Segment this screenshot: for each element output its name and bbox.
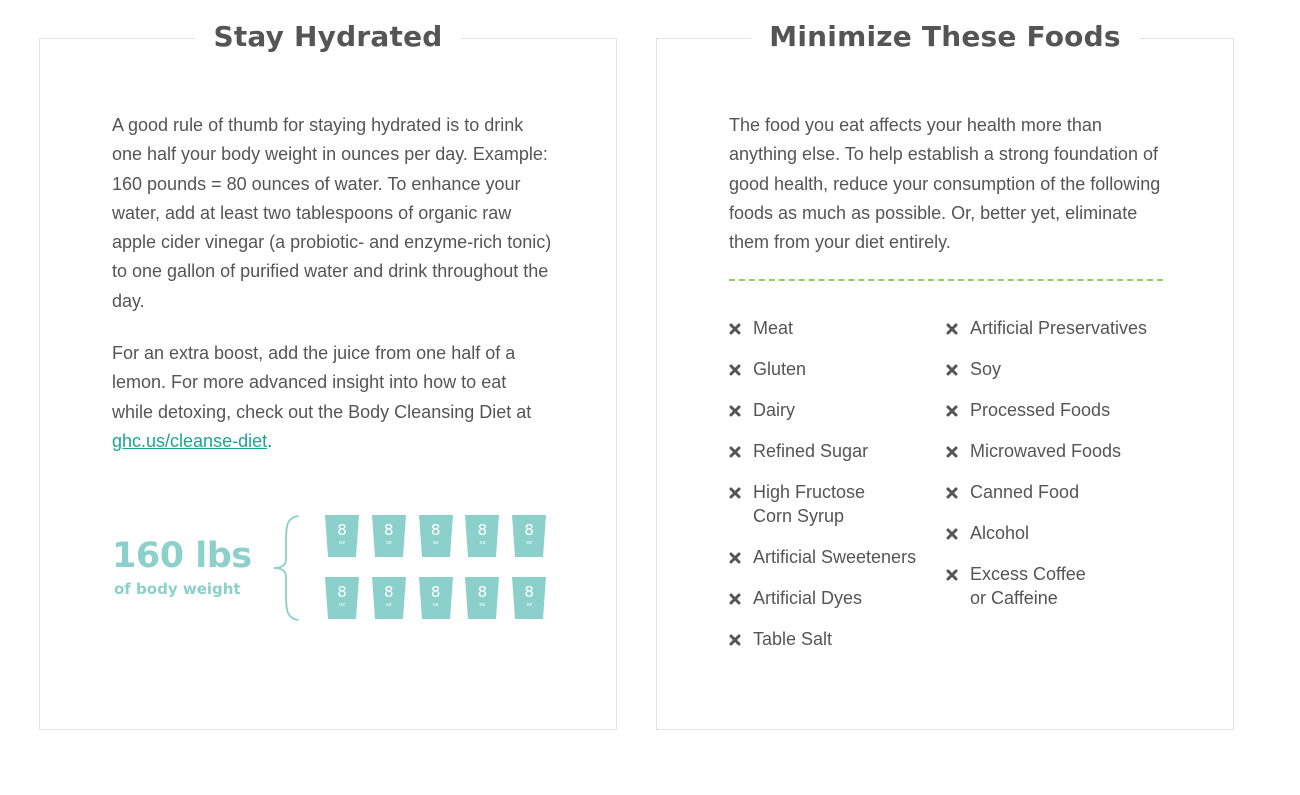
glass-ounces-unit: oz — [432, 602, 439, 608]
glass-ounces-unit: oz — [339, 602, 345, 608]
x-icon — [946, 446, 958, 458]
food-list-item — [729, 439, 939, 463]
glass-ounces-unit: oz — [526, 602, 533, 608]
water-glass-icon — [512, 515, 546, 557]
food-name: Canned Food — [970, 482, 1080, 502]
water-glass-icon — [465, 577, 499, 619]
food-list-item — [729, 627, 939, 651]
water-glass-icon — [512, 577, 546, 619]
x-icon — [729, 405, 741, 417]
food-list-item — [946, 316, 1176, 340]
x-icon — [946, 405, 958, 417]
food-name: Artificial Preservatives — [970, 318, 1148, 338]
food-list-item — [729, 316, 939, 340]
glass-ounces-number: 8 — [384, 583, 394, 601]
food-list-item — [946, 439, 1176, 463]
body-weight-value: 160 lbs — [112, 536, 252, 576]
water-glass-grid — [325, 515, 547, 621]
food-list-item — [946, 562, 1176, 610]
x-icon — [946, 487, 958, 499]
glass-ounces-number: 8 — [524, 521, 534, 539]
boost-text: For an extra boost, add the juice from one half of a lemon. For more advanced insight into how to eat while detoxing, check out the Body Cleansing Diet at — [112, 343, 532, 422]
x-icon — [729, 634, 741, 646]
food-list-column-1 — [729, 316, 939, 668]
glass-ounces-unit: oz — [479, 540, 486, 546]
minimize-foods-title: Minimize These Foods — [751, 17, 1138, 57]
water-glass-icon — [465, 515, 499, 557]
food-name: Meat — [753, 318, 794, 338]
glass-ounces-unit: oz — [479, 602, 486, 608]
cleanse-diet-link[interactable]: ghc.us/cleanse-diet — [112, 430, 268, 451]
glass-ounces-unit: oz — [385, 602, 392, 608]
x-icon — [729, 552, 741, 564]
stay-hydrated-title: Stay Hydrated — [195, 17, 460, 57]
food-list-item — [946, 398, 1176, 422]
x-icon — [729, 323, 741, 335]
x-icon — [946, 364, 958, 376]
glass-ounces-number: 8 — [337, 521, 347, 539]
food-name: Dairy — [753, 400, 796, 420]
minimize-foods-panel — [656, 20, 1234, 730]
water-glass-icon — [419, 515, 453, 557]
food-name: High Fructose Corn Syrup — [753, 482, 866, 526]
food-name: Processed Foods — [970, 400, 1111, 420]
dashed-divider — [729, 279, 1163, 281]
glass-ounces-number: 8 — [430, 521, 441, 539]
glass-ounces-unit: oz — [385, 540, 392, 546]
water-glass-icon — [325, 515, 359, 557]
food-name: Refined Sugar — [753, 441, 869, 461]
glass-ounces-number: 8 — [477, 583, 488, 601]
glass-ounces-unit: oz — [526, 540, 533, 546]
food-list-item — [946, 480, 1176, 504]
food-list-column-2 — [946, 316, 1176, 627]
glass-ounces-unit: oz — [432, 540, 439, 546]
food-list-item — [729, 398, 939, 422]
water-glass-icon — [325, 577, 359, 619]
stay-hydrated-panel — [39, 20, 617, 730]
food-list-item — [729, 545, 939, 569]
food-list-item — [729, 480, 939, 528]
water-glass-icon — [372, 515, 406, 557]
glass-ounces-unit: oz — [339, 540, 345, 546]
x-icon — [946, 528, 958, 540]
food-name: Artificial Dyes — [753, 588, 863, 608]
food-list-item — [729, 357, 939, 381]
x-icon — [729, 487, 741, 499]
water-glass-icon — [372, 577, 406, 619]
food-list-item — [946, 521, 1176, 545]
minimize-intro-paragraph: The food you eat affects your health more than anything else. To help establish a strong foundation of good health, reduce your consumption of the following foods as much as possible. Or, better yet, eliminate them from your diet entirely. — [729, 115, 1161, 253]
food-name: Artificial Sweeteners — [753, 547, 917, 567]
food-name: Alcohol — [970, 523, 1030, 543]
glass-ounces-number: 8 — [477, 521, 488, 539]
food-list-item — [729, 586, 939, 610]
glass-ounces-number: 8 — [430, 583, 441, 601]
food-name: Soy — [970, 359, 1002, 379]
food-list-item — [946, 357, 1176, 381]
boost-paragraph — [112, 339, 552, 456]
x-icon — [729, 446, 741, 458]
glass-ounces-number: 8 — [524, 583, 534, 601]
curly-brace-icon — [272, 515, 302, 621]
hydration-paragraph: A good rule of thumb for staying hydrated is to drink one half your body weight in ounces per day. Example: 160 pounds = 80 ounces of water. To enhance your water, add at least two tablespoons of organic raw apple cider vinegar (a probiotic- and enzyme-rich tonic) to one gallon of purified water and drink throughout the day. — [112, 115, 552, 311]
food-name: Microwaved Foods — [970, 441, 1122, 461]
x-icon — [946, 569, 958, 581]
water-glass-icon — [419, 577, 453, 619]
boost-text-end: . — [267, 430, 273, 451]
x-icon — [729, 593, 741, 605]
x-icon — [729, 364, 741, 376]
food-name: Excess Coffee or Caffeine — [970, 564, 1086, 608]
glass-ounces-number: 8 — [337, 583, 347, 601]
glass-ounces-number: 8 — [384, 521, 394, 539]
food-name: Gluten — [753, 359, 807, 379]
food-name: Table Salt — [753, 629, 833, 649]
x-icon — [946, 323, 958, 335]
body-weight-caption: of body weight — [114, 580, 241, 598]
